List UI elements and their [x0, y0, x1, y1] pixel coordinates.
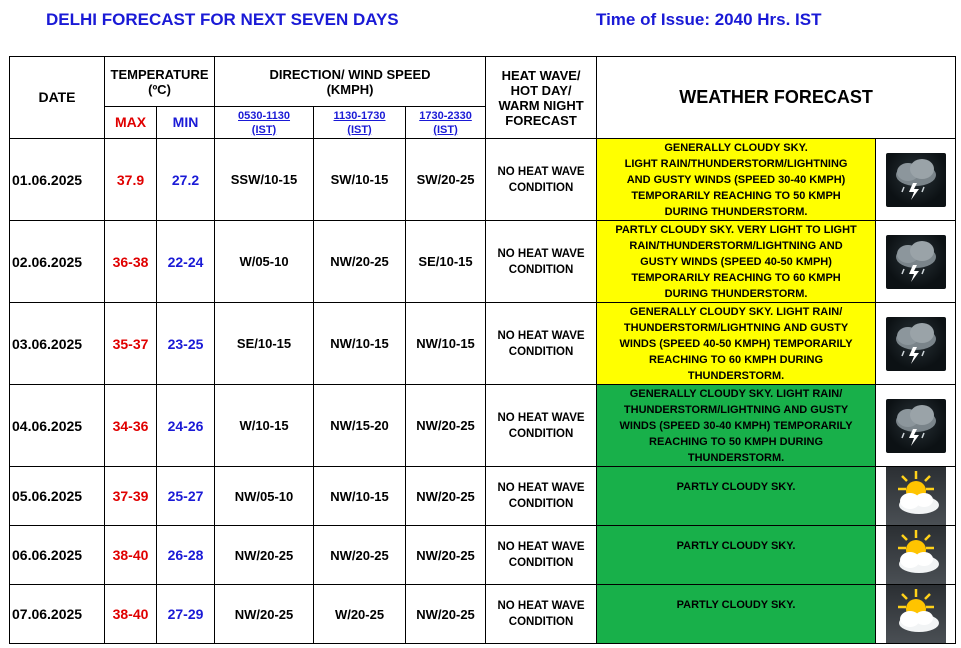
date-header: DATE	[10, 57, 105, 139]
forecast-line: WINDS (SPEED 40-50 KMPH) TEMPORARILY	[619, 337, 853, 350]
table-row	[10, 385, 956, 467]
min-temp-cell: 24-26	[157, 385, 215, 467]
heatwave-cell	[486, 221, 597, 303]
date-cell: 06.06.2025	[10, 526, 105, 585]
heatwave-line: NO HEAT WAVE	[497, 165, 585, 178]
date-cell: 07.06.2025	[10, 585, 105, 644]
forecast-line: RAIN/THUNDERSTORM/LIGHTNING AND	[629, 239, 843, 252]
page-title: DELHI FORECAST FOR NEXT SEVEN DAYS	[46, 10, 399, 29]
date-cell: 01.06.2025	[10, 139, 105, 221]
thunderstorm-cloud-icon	[886, 153, 946, 207]
weather-icon-cell	[876, 526, 956, 585]
forecast-line: DURING THUNDERSTORM.	[664, 287, 808, 300]
weather-forecast-header: WEATHER FORECAST	[597, 57, 956, 139]
forecast-line: THUNDERSTORM.	[687, 451, 785, 464]
heatwave-line: CONDITION	[508, 345, 574, 358]
min-temp-cell: 22-24	[157, 221, 215, 303]
forecast-cell	[597, 526, 876, 585]
forecast-line: PARTLY CLOUDY SKY.	[676, 481, 796, 493]
max-header: MAX	[105, 107, 157, 139]
issue-time: Time of Issue: 2040 Hrs. IST	[596, 10, 822, 29]
weather-icon-cell	[876, 139, 956, 221]
wind-slot3-cell: NW/20-25	[406, 385, 486, 467]
slot1-tz: (IST)	[251, 123, 277, 136]
heatwave-cell	[486, 526, 597, 585]
slot2-header	[314, 107, 406, 139]
wind-slot1-cell: W/05-10	[215, 221, 314, 303]
min-header: MIN	[157, 107, 215, 139]
date-cell: 05.06.2025	[10, 467, 105, 526]
heatwave-header-line: WARM NIGHT	[498, 97, 584, 113]
forecast-cell	[597, 221, 876, 303]
heatwave-header-line: HEAT WAVE/	[501, 67, 581, 83]
heatwave-cell	[486, 303, 597, 385]
max-temp-cell: 37-39	[105, 467, 157, 526]
forecast-line: THUNDERSTORM/LIGHTNING AND GUSTY	[623, 321, 849, 334]
thunderstorm-cloud-icon	[886, 317, 946, 371]
heatwave-header-line: HOT DAY/	[510, 82, 572, 98]
forecast-line: TEMPORARILY REACHING TO 50 KMPH	[631, 189, 841, 202]
heatwave-header-line: FORECAST	[505, 112, 577, 128]
heatwave-line: NO HEAT WAVE	[497, 329, 585, 342]
wind-slot1-cell: W/10-15	[215, 385, 314, 467]
temperature-header	[105, 57, 215, 107]
forecast-line: GENERALLY CLOUDY SKY.	[664, 141, 808, 154]
page-header	[0, 0, 961, 56]
heatwave-line: CONDITION	[508, 498, 574, 510]
wind-slot2-cell: NW/20-25	[314, 526, 406, 585]
wind-slot3-cell: NW/10-15	[406, 303, 486, 385]
temperature-unit: (ºC)	[148, 81, 171, 97]
forecast-line: WINDS (SPEED 30-40 KMPH) TEMPORARILY	[619, 419, 853, 432]
heatwave-header	[486, 57, 597, 139]
heatwave-line: CONDITION	[508, 181, 574, 194]
wind-slot1-cell: NW/05-10	[215, 467, 314, 526]
wind-slot1-cell: NW/20-25	[215, 585, 314, 644]
slot3-tz: (IST)	[433, 123, 458, 136]
forecast-line: AND GUSTY WINDS (SPEED 30-40 KMPH)	[626, 173, 846, 186]
forecast-line: LIGHT RAIN/THUNDERSTORM/LIGHTNING	[624, 157, 848, 170]
forecast-line: REACHING TO 50 KMPH DURING	[649, 435, 824, 448]
table-row	[10, 303, 956, 385]
wind-slot2-cell: SW/10-15	[314, 139, 406, 221]
heatwave-line: NO HEAT WAVE	[497, 600, 585, 612]
forecast-line: REACHING TO 60 KMPH DURING	[649, 353, 824, 366]
weather-icon-cell	[876, 303, 956, 385]
min-temp-cell: 27-29	[157, 585, 215, 644]
forecast-line: DURING THUNDERSTORM.	[664, 205, 808, 218]
wind-slot3-cell: SW/20-25	[406, 139, 486, 221]
forecast-line: PARTLY CLOUDY SKY.	[676, 599, 796, 611]
wind-slot1-cell: SE/10-15	[215, 303, 314, 385]
thunderstorm-cloud-icon	[886, 399, 946, 453]
heatwave-line: CONDITION	[508, 263, 574, 276]
temperature-label: TEMPERATURE	[110, 66, 209, 82]
weather-icon-cell	[876, 221, 956, 303]
wind-slot2-cell: NW/20-25	[314, 221, 406, 303]
heatwave-line: NO HEAT WAVE	[497, 411, 585, 424]
heatwave-line: CONDITION	[508, 616, 574, 628]
wind-label: DIRECTION/ WIND SPEED	[269, 66, 431, 82]
slot3-time: 1730-2330	[419, 109, 472, 122]
max-temp-cell: 38-40	[105, 585, 157, 644]
table-row	[10, 221, 956, 303]
forecast-table	[9, 56, 956, 644]
date-cell: 04.06.2025	[10, 385, 105, 467]
heatwave-cell	[486, 467, 597, 526]
partly-cloudy-sun-icon	[886, 585, 946, 643]
forecast-line: TEMPORARILY REACHING TO 60 KMPH	[631, 271, 841, 284]
wind-header	[215, 57, 486, 107]
min-temp-cell: 23-25	[157, 303, 215, 385]
wind-slot3-cell: NW/20-25	[406, 467, 486, 526]
wind-slot3-cell: NW/20-25	[406, 526, 486, 585]
forecast-cell	[597, 385, 876, 467]
partly-cloudy-sun-icon	[886, 526, 946, 584]
slot3-header	[406, 107, 486, 139]
partly-cloudy-sun-icon	[886, 467, 946, 525]
forecast-line: GUSTY WINDS (SPEED 40-50 KMPH)	[640, 255, 832, 268]
table-row	[10, 467, 956, 526]
wind-slot2-cell: NW/10-15	[314, 467, 406, 526]
max-temp-cell: 38-40	[105, 526, 157, 585]
wind-slot1-cell: SSW/10-15	[215, 139, 314, 221]
forecast-line: THUNDERSTORM.	[687, 369, 785, 382]
heatwave-line: CONDITION	[508, 557, 574, 569]
forecast-line: PARTLY CLOUDY SKY. VERY LIGHT TO LIGHT	[615, 223, 857, 236]
slot1-header	[215, 107, 314, 139]
heatwave-line: NO HEAT WAVE	[497, 247, 585, 260]
wind-slot2-cell: W/20-25	[314, 585, 406, 644]
heatwave-line: NO HEAT WAVE	[497, 541, 585, 553]
wind-slot1-cell: NW/20-25	[215, 526, 314, 585]
wind-unit: (KMPH)	[326, 81, 374, 97]
forecast-cell	[597, 139, 876, 221]
slot1-time: 0530-1130	[238, 109, 291, 122]
weather-icon-cell	[876, 467, 956, 526]
heatwave-cell	[486, 385, 597, 467]
max-temp-cell: 36-38	[105, 221, 157, 303]
forecast-cell	[597, 303, 876, 385]
weather-icon-cell	[876, 385, 956, 467]
min-temp-cell: 27.2	[157, 139, 215, 221]
date-cell: 03.06.2025	[10, 303, 105, 385]
wind-slot3-cell: SE/10-15	[406, 221, 486, 303]
max-temp-cell: 35-37	[105, 303, 157, 385]
min-temp-cell: 26-28	[157, 526, 215, 585]
forecast-line: PARTLY CLOUDY SKY.	[676, 540, 796, 552]
forecast-line: GENERALLY CLOUDY SKY. LIGHT RAIN/	[629, 387, 843, 400]
wind-slot3-cell: NW/20-25	[406, 585, 486, 644]
slot2-tz: (IST)	[347, 123, 372, 136]
heatwave-line: CONDITION	[508, 427, 574, 440]
wind-slot2-cell: NW/10-15	[314, 303, 406, 385]
min-temp-cell: 25-27	[157, 467, 215, 526]
table-row	[10, 139, 956, 221]
slot2-time: 1130-1730	[333, 109, 386, 122]
wind-slot2-cell: NW/15-20	[314, 385, 406, 467]
table-row	[10, 526, 956, 585]
max-temp-cell: 34-36	[105, 385, 157, 467]
heatwave-line: NO HEAT WAVE	[497, 482, 585, 494]
forecast-line: THUNDERSTORM/LIGHTNING AND GUSTY	[623, 403, 849, 416]
forecast-cell	[597, 467, 876, 526]
forecast-line: GENERALLY CLOUDY SKY. LIGHT RAIN/	[629, 305, 843, 318]
date-cell: 02.06.2025	[10, 221, 105, 303]
heatwave-cell	[486, 139, 597, 221]
thunderstorm-cloud-icon	[886, 235, 946, 289]
max-temp-cell: 37.9	[105, 139, 157, 221]
